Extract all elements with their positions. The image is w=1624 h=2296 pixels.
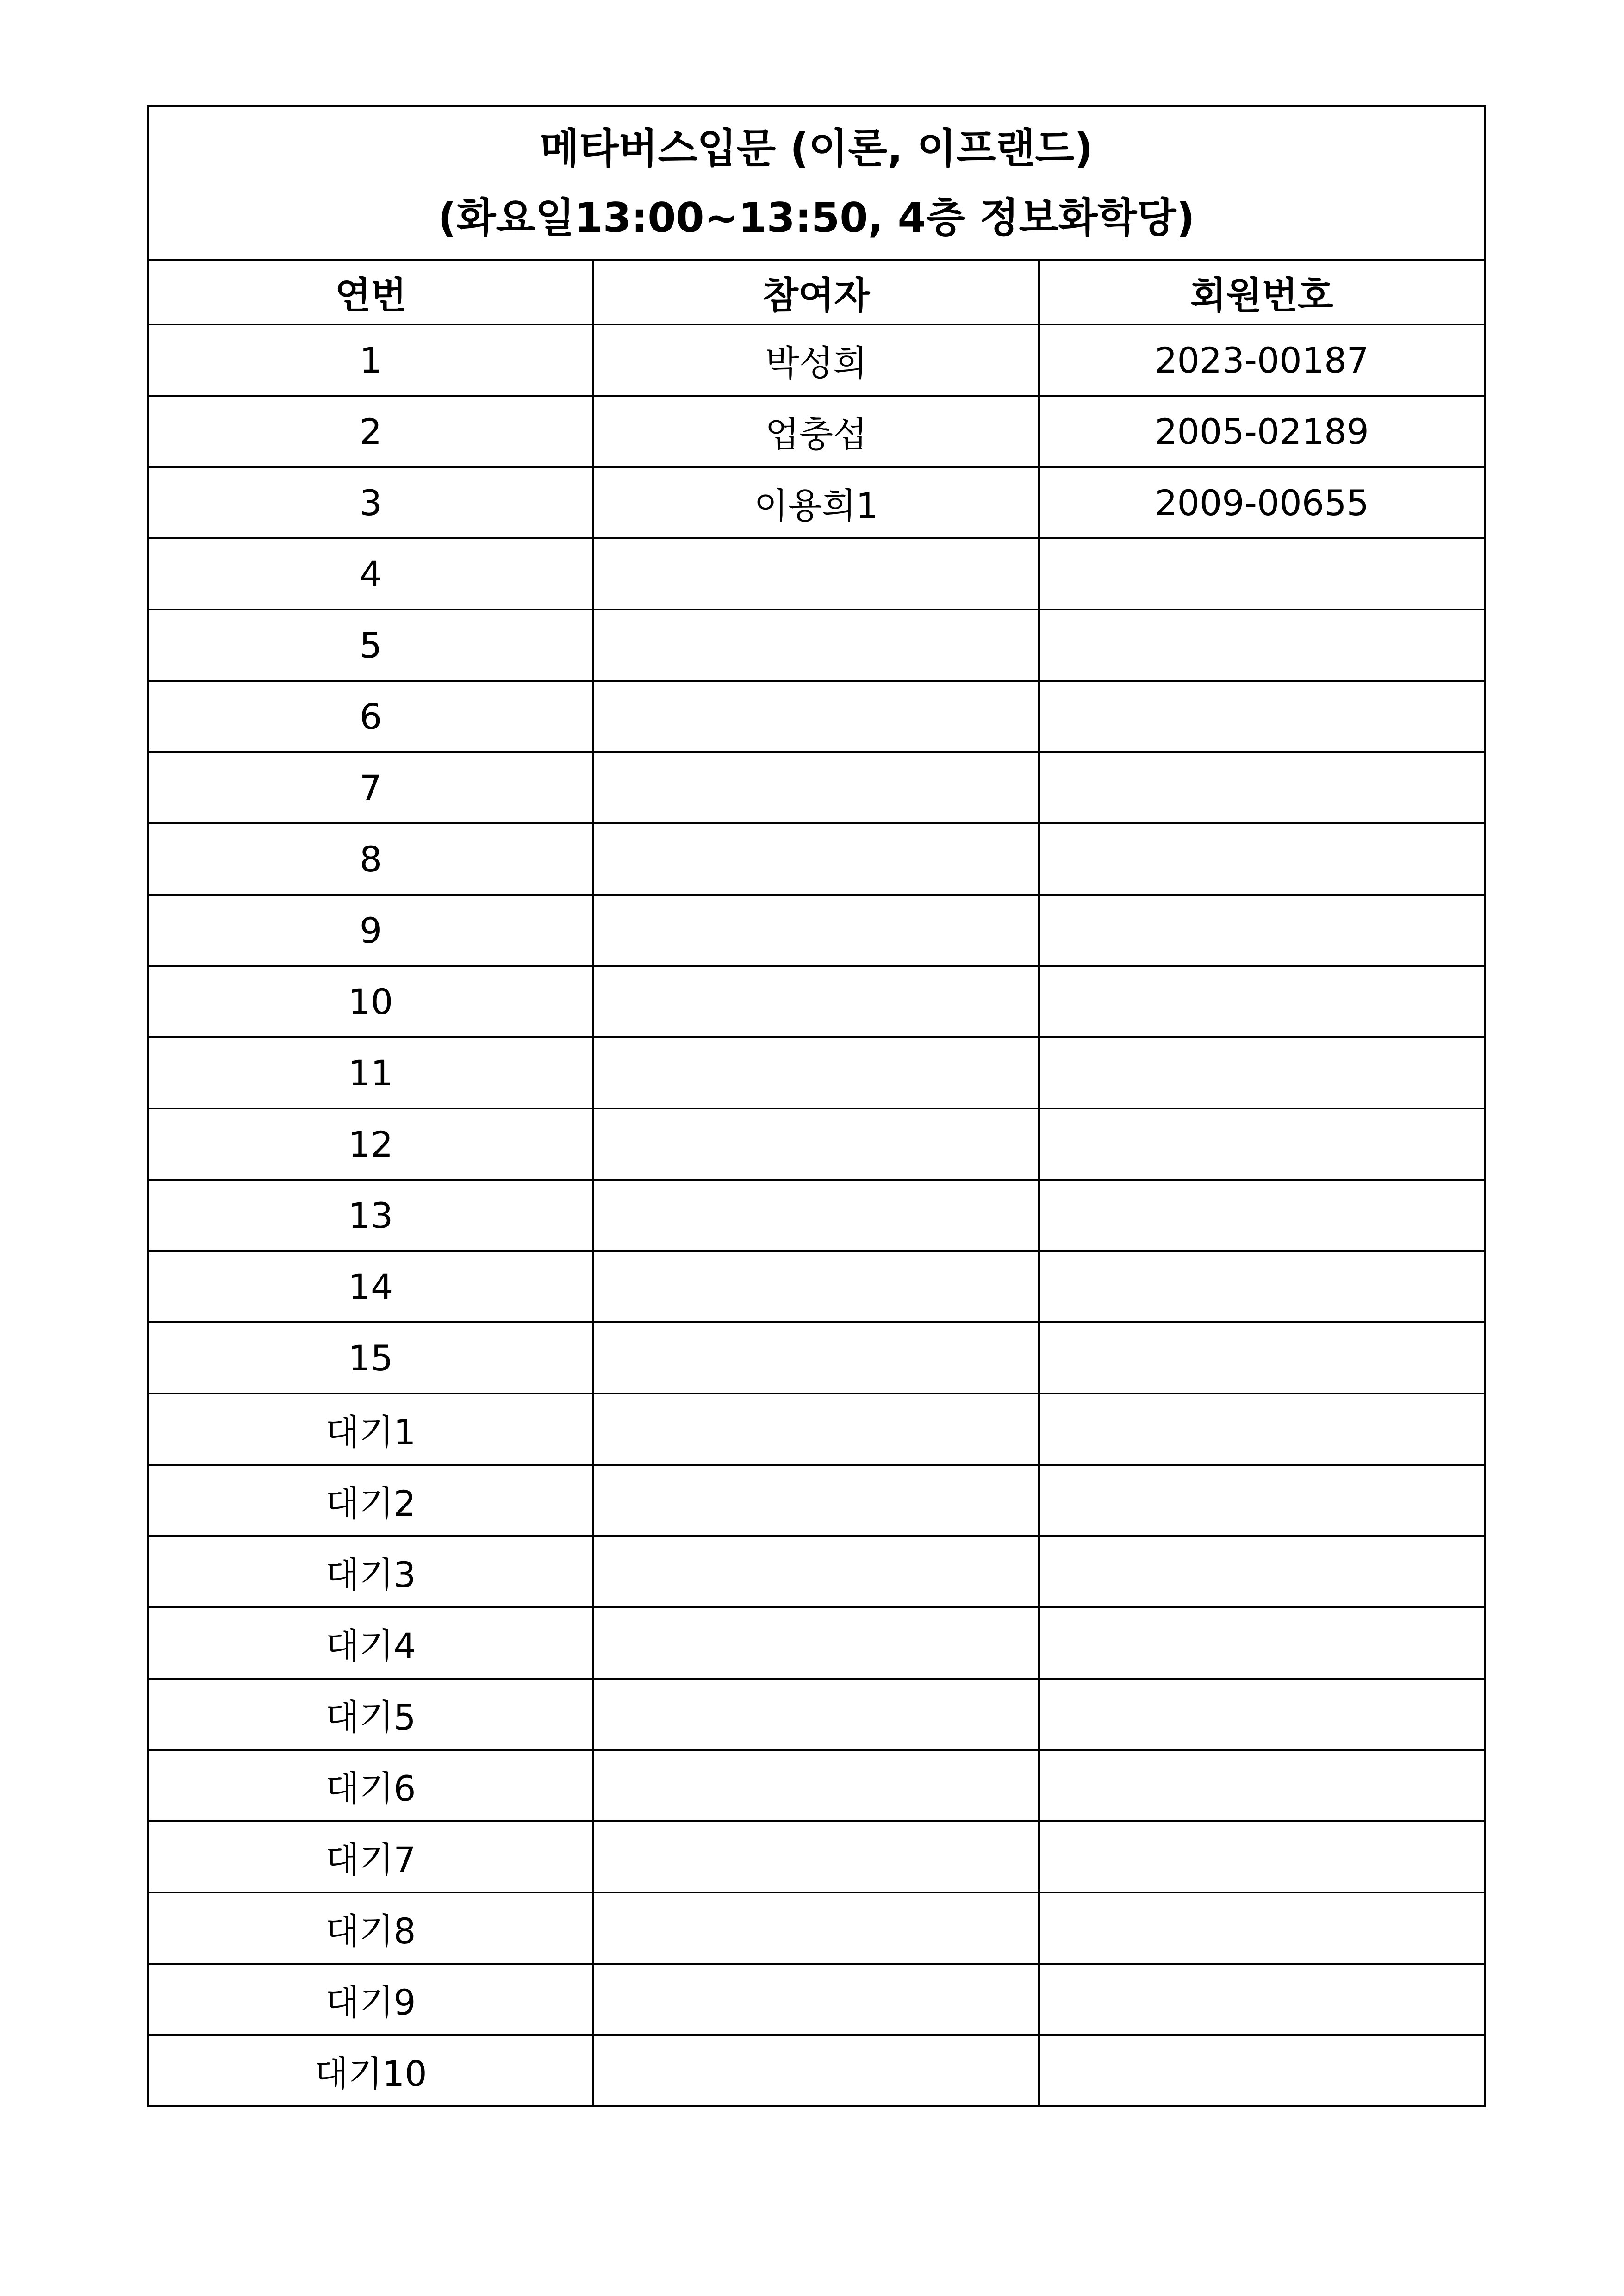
cell-participant	[593, 1180, 1039, 1251]
table-row	[148, 752, 1485, 823]
table-row	[148, 823, 1485, 895]
cell-number: 3	[148, 467, 593, 538]
cell-member-id	[1039, 1679, 1485, 1750]
cell-member-id	[1039, 610, 1485, 681]
cell-participant	[593, 2035, 1039, 2106]
table-row	[148, 966, 1485, 1037]
cell-member-id: 2023-00187	[1039, 324, 1485, 396]
cell-participant	[593, 538, 1039, 610]
table-row	[148, 538, 1485, 610]
table-row	[148, 1394, 1485, 1465]
cell-member-id	[1039, 2035, 1485, 2106]
cell-member-id	[1039, 1465, 1485, 1536]
title-line-schedule: (화요일13:00~13:50, 4층 정보화학당)	[438, 193, 1195, 242]
cell-number: 대기3	[148, 1536, 593, 1607]
table-row	[148, 1536, 1485, 1607]
cell-member-id	[1039, 1964, 1485, 2035]
column-header-number: 연번	[148, 260, 593, 324]
cell-participant	[593, 1679, 1039, 1750]
cell-member-id	[1039, 1536, 1485, 1607]
cell-participant	[593, 1964, 1039, 2035]
cell-member-id	[1039, 1750, 1485, 1821]
cell-number: 13	[148, 1180, 593, 1251]
cell-member-id	[1039, 966, 1485, 1037]
cell-number: 대기5	[148, 1679, 593, 1750]
table-row	[148, 610, 1485, 681]
cell-member-id	[1039, 752, 1485, 823]
table-row	[148, 1322, 1485, 1394]
cell-member-id	[1039, 1108, 1485, 1180]
cell-participant	[593, 1750, 1039, 1821]
page-title	[148, 106, 1485, 260]
cell-number: 7	[148, 752, 593, 823]
table-row	[148, 1679, 1485, 1750]
table-row	[148, 1892, 1485, 1964]
table-row	[148, 396, 1485, 467]
cell-member-id	[1039, 1037, 1485, 1108]
cell-participant	[593, 1394, 1039, 1465]
attendance-table	[147, 105, 1486, 2107]
cell-member-id	[1039, 895, 1485, 966]
table-row	[148, 1607, 1485, 1679]
cell-number: 5	[148, 610, 593, 681]
cell-number: 10	[148, 966, 593, 1037]
table-row	[148, 1108, 1485, 1180]
cell-member-id	[1039, 1607, 1485, 1679]
table-body	[148, 324, 1485, 2106]
cell-number: 11	[148, 1037, 593, 1108]
cell-member-id	[1039, 1180, 1485, 1251]
cell-number: 대기4	[148, 1607, 593, 1679]
column-header-member-id: 회원번호	[1039, 260, 1485, 324]
cell-member-id	[1039, 823, 1485, 895]
cell-member-id	[1039, 1892, 1485, 1964]
cell-participant	[593, 1892, 1039, 1964]
table-row	[148, 1964, 1485, 2035]
cell-participant	[593, 1536, 1039, 1607]
table-row	[148, 1037, 1485, 1108]
cell-participant	[593, 1108, 1039, 1180]
cell-member-id	[1039, 1251, 1485, 1322]
title-row	[148, 106, 1485, 260]
cell-number: 대기9	[148, 1964, 593, 2035]
cell-member-id	[1039, 1821, 1485, 1892]
cell-participant	[593, 1821, 1039, 1892]
table-row	[148, 324, 1485, 396]
cell-participant	[593, 895, 1039, 966]
cell-number: 4	[148, 538, 593, 610]
table-row	[148, 895, 1485, 966]
cell-number: 12	[148, 1108, 593, 1180]
header-row	[148, 260, 1485, 324]
cell-participant	[593, 1037, 1039, 1108]
table-row	[148, 1180, 1485, 1251]
cell-number: 대기1	[148, 1394, 593, 1465]
cell-participant	[593, 752, 1039, 823]
title-line-course: 메타버스입문 (이론, 이프랜드)	[540, 124, 1093, 172]
column-header-participant: 참여자	[593, 260, 1039, 324]
cell-member-id	[1039, 1322, 1485, 1394]
table-row	[148, 681, 1485, 752]
cell-participant	[593, 1322, 1039, 1394]
cell-member-id	[1039, 681, 1485, 752]
cell-number: 1	[148, 324, 593, 396]
cell-participant: 박성희	[593, 324, 1039, 396]
table-row	[148, 1465, 1485, 1536]
cell-number: 대기6	[148, 1750, 593, 1821]
cell-participant	[593, 1465, 1039, 1536]
cell-number: 2	[148, 396, 593, 467]
cell-participant	[593, 681, 1039, 752]
table-row	[148, 1251, 1485, 1322]
cell-member-id: 2009-00655	[1039, 467, 1485, 538]
cell-number: 6	[148, 681, 593, 752]
table-row	[148, 467, 1485, 538]
cell-participant	[593, 823, 1039, 895]
cell-number: 대기8	[148, 1892, 593, 1964]
cell-number: 8	[148, 823, 593, 895]
table-row	[148, 2035, 1485, 2106]
cell-member-id	[1039, 538, 1485, 610]
cell-number: 15	[148, 1322, 593, 1394]
cell-number: 대기7	[148, 1821, 593, 1892]
cell-participant: 이용희1	[593, 467, 1039, 538]
cell-number: 9	[148, 895, 593, 966]
cell-member-id: 2005-02189	[1039, 396, 1485, 467]
cell-member-id	[1039, 1394, 1485, 1465]
cell-participant	[593, 966, 1039, 1037]
cell-participant	[593, 1607, 1039, 1679]
cell-number: 14	[148, 1251, 593, 1322]
cell-number: 대기2	[148, 1465, 593, 1536]
table-row	[148, 1821, 1485, 1892]
cell-participant: 업충섭	[593, 396, 1039, 467]
table-row	[148, 1750, 1485, 1821]
cell-participant	[593, 610, 1039, 681]
cell-number: 대기10	[148, 2035, 593, 2106]
cell-participant	[593, 1251, 1039, 1322]
